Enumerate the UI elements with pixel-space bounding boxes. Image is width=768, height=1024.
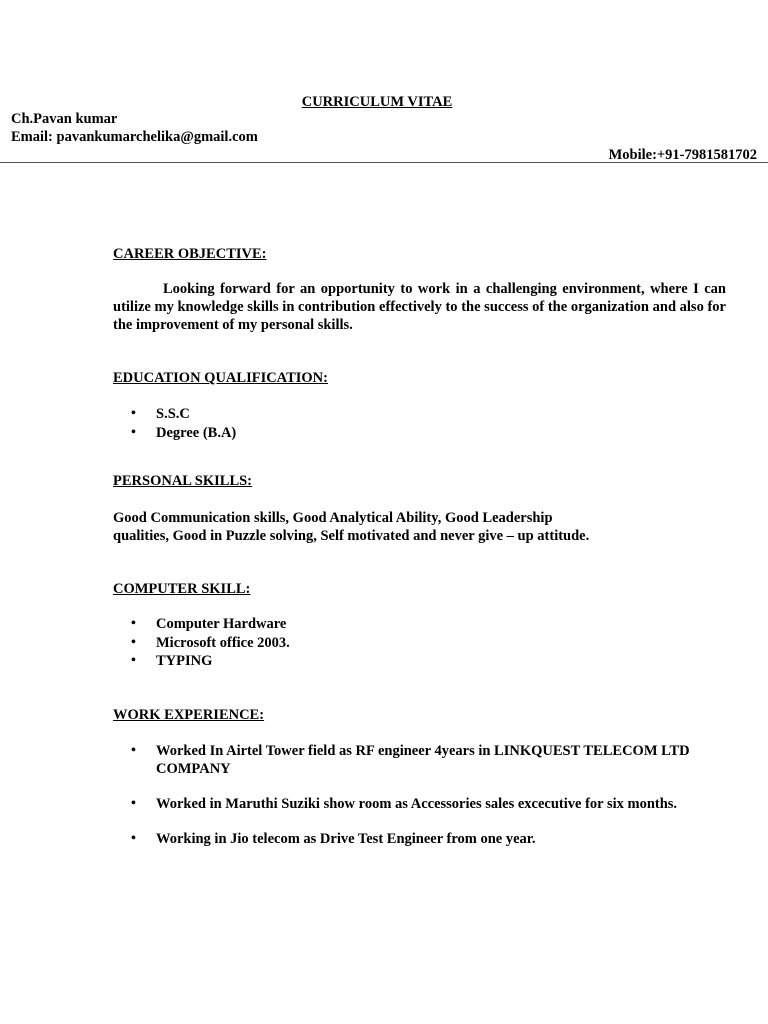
list-item: • Worked in Maruthi Suziki show room as Accessories sales excecutive for six months.	[131, 796, 678, 812]
bullet-icon: •	[131, 406, 136, 421]
list-item: • Degree (B.A)	[131, 424, 237, 441]
header-divider	[0, 162, 768, 163]
computer-skill-list	[113, 615, 726, 671]
bullet-icon: •	[131, 743, 136, 758]
list-item: • Computer Hardware	[131, 616, 287, 632]
personal-skills-section	[113, 473, 726, 545]
bullet-icon: •	[131, 831, 136, 846]
personal-skills-text: Good Communication skills, Good Analytical Ability, Good Leadership qualities, Good in Puzzle solving, Self motivated and never give – up attitude.	[113, 510, 590, 544]
bullet-icon: •	[131, 616, 136, 631]
career-objective-heading: CAREER OBJECTIVE:	[113, 246, 267, 262]
computer-skill-section	[113, 581, 726, 671]
list-item: • TYPING	[131, 653, 213, 669]
bullet-icon: •	[131, 634, 136, 650]
bullet-icon: •	[131, 653, 136, 668]
education-heading: EDUCATION QUALIFICATION:	[113, 370, 328, 386]
education-list	[113, 405, 726, 442]
work-experience-list	[113, 742, 726, 848]
list-item: • Working in Jio telecom as Drive Test Engineer from one year.	[131, 831, 536, 847]
education-section	[113, 370, 726, 442]
list-item: • S.S.C	[131, 406, 190, 422]
work-experience-section	[113, 707, 726, 865]
bullet-icon: •	[131, 796, 136, 811]
list-item: • Microsoft office 2003.	[131, 634, 290, 651]
personal-skills-heading: PERSONAL SKILLS:	[113, 473, 253, 489]
contact-email: Email: pavankumarchelika@gmail.com	[11, 129, 258, 145]
list-item: • Worked In Airtel Tower field as RF engineer 4years in LINKQUEST TELECOM LTD COMPANY	[131, 743, 690, 777]
computer-skill-heading: COMPUTER SKILL:	[113, 581, 251, 597]
candidate-name: Ch.Pavan kumar	[11, 111, 118, 127]
document-title: CURRICULUM VITAE	[301, 94, 453, 110]
bullet-icon: •	[131, 424, 136, 440]
work-experience-heading: WORK EXPERIENCE:	[113, 707, 265, 723]
career-objective-section	[113, 246, 726, 334]
career-objective-text: Looking forward for an opportunity to work in a challenging environment, where I can utilize my knowledge skills in contribution effectively to the success of the organization and also for the improvement of my personal skills.	[113, 281, 726, 333]
contact-mobile: Mobile:+91-7981581702	[608, 147, 757, 163]
